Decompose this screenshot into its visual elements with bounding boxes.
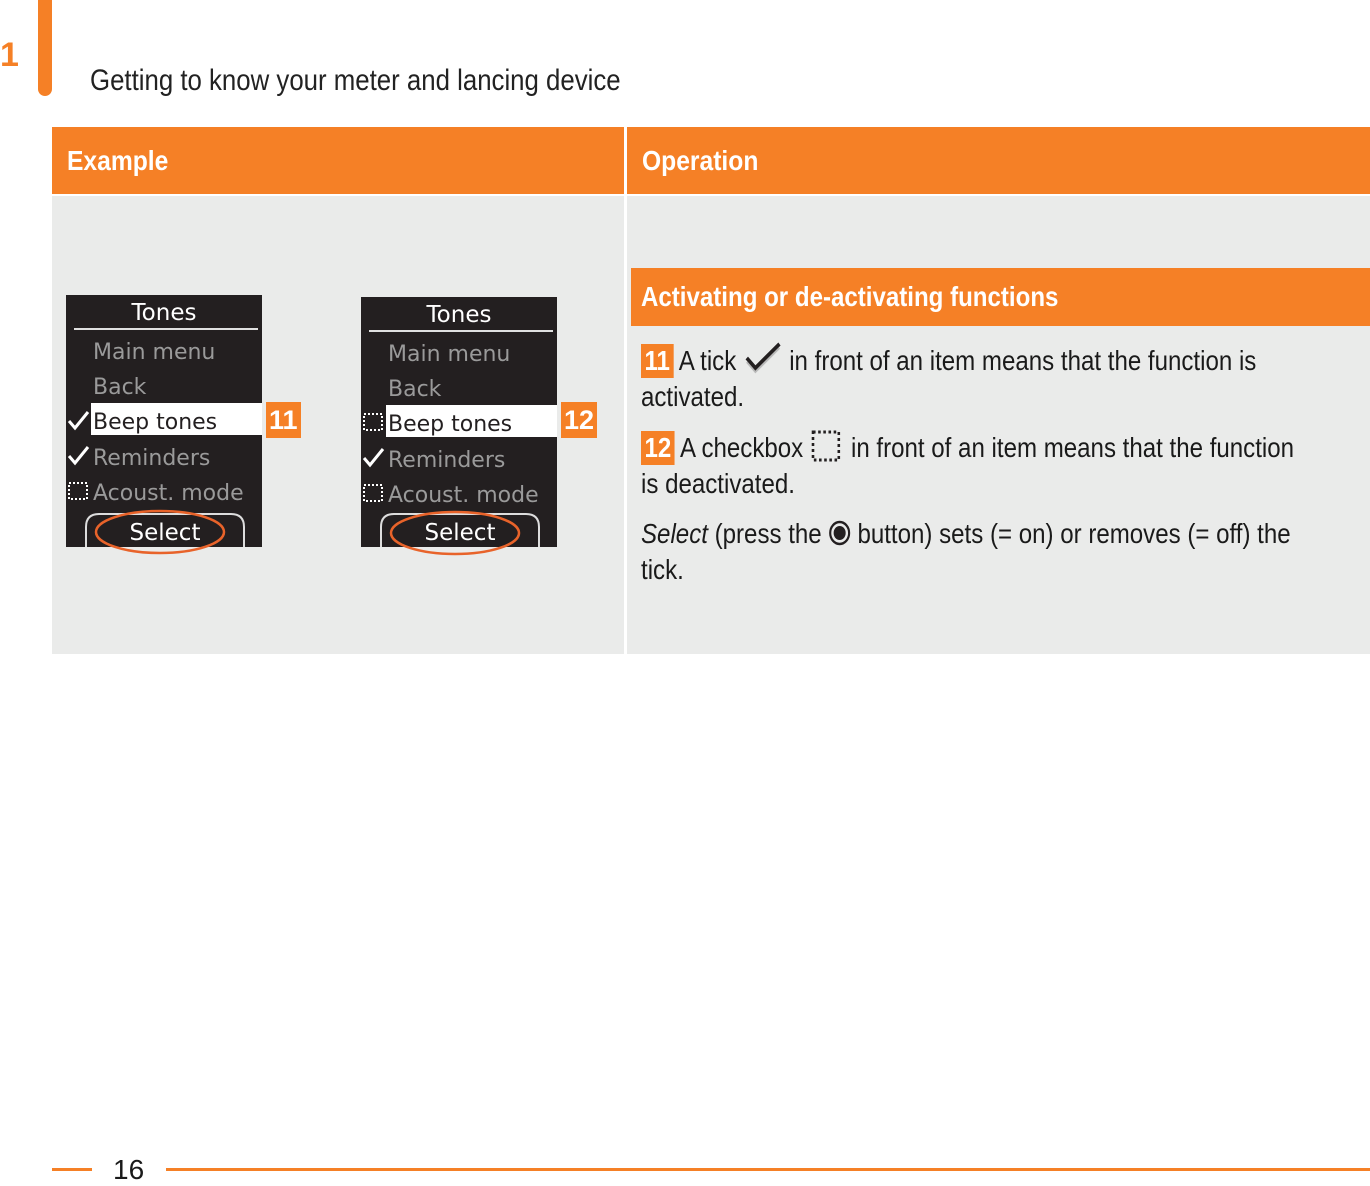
- select-highlight-ellipse: [92, 508, 228, 556]
- tick-icon: [364, 449, 383, 465]
- paragraph-select-post: button) sets (= on) or removes (= off) the tick.: [641, 518, 1291, 585]
- menu-item-back: Back: [93, 375, 147, 400]
- chapter-tab-bar: [38, 0, 52, 96]
- paragraph-checkbox: [641, 429, 1295, 502]
- menu-item-reminders: Reminders: [93, 446, 211, 471]
- paragraph-tick-post: in front of an item means that the function is activated.: [641, 345, 1257, 412]
- menu-item-reminders: Reminders: [388, 448, 506, 473]
- operation-cell: [627, 196, 1370, 654]
- callout-badge-11: 11: [641, 344, 673, 378]
- paragraph-select-pre: (press the: [714, 518, 822, 549]
- checkbox-icon: [810, 429, 844, 463]
- checkbox-icon: [364, 485, 382, 501]
- column-header-example-label: Example: [67, 145, 169, 176]
- select-button-icon: [828, 520, 850, 546]
- column-header-operation: [627, 127, 1370, 194]
- operation-subheading-label: Activating or de-activating functions: [641, 281, 1059, 312]
- callout-badge-11: 11: [266, 402, 301, 438]
- paragraph-tick-pre: A tick: [678, 345, 737, 376]
- callout-badge-12: 12: [641, 431, 675, 465]
- paragraph-select: [641, 516, 1295, 588]
- footer-rule-left: [52, 1168, 92, 1171]
- operation-subheading: [631, 268, 1370, 326]
- callout-badge-12: 12: [561, 402, 597, 438]
- menu-item-beep-tones: Beep tones: [388, 412, 513, 437]
- tick-icon: [69, 447, 88, 463]
- menu-item-beep-tones: Beep tones: [93, 410, 218, 435]
- menu-item-acoust-mode: Acoust. mode: [388, 483, 539, 508]
- page-number: 16: [113, 1154, 145, 1185]
- column-header-operation-label: Operation: [642, 145, 759, 176]
- example-cell: [52, 196, 624, 654]
- paragraph-checkbox-pre: A checkbox: [680, 432, 804, 463]
- column-header-example: [52, 127, 624, 194]
- screen-title: Tones: [131, 300, 197, 326]
- tick-icon: [69, 412, 88, 428]
- menu-item-back: Back: [388, 377, 442, 402]
- menu-item-acoust-mode: Acoust. mode: [93, 481, 244, 506]
- tick-icon: [743, 342, 783, 376]
- menu-item-main-menu: Main menu: [388, 342, 511, 367]
- select-highlight-ellipse: [387, 509, 523, 557]
- select-softkey-label: Select: [424, 520, 496, 546]
- screen-title: Tones: [426, 302, 492, 328]
- menu-item-main-menu: Main menu: [93, 340, 216, 365]
- chapter-number: 1: [0, 36, 19, 74]
- select-softkey-label: Select: [129, 520, 201, 546]
- paragraph-checkbox-post: in front of an item means that the function is deactivated.: [641, 432, 1295, 499]
- page-header-title: Getting to know your meter and lancing device: [90, 64, 621, 97]
- paragraph-tick: [641, 342, 1295, 415]
- select-label: Select: [641, 518, 708, 549]
- checkbox-icon: [69, 483, 87, 499]
- footer-rule-right: [166, 1168, 1370, 1171]
- checkbox-icon: [364, 414, 382, 430]
- instruction-table: [52, 127, 1370, 654]
